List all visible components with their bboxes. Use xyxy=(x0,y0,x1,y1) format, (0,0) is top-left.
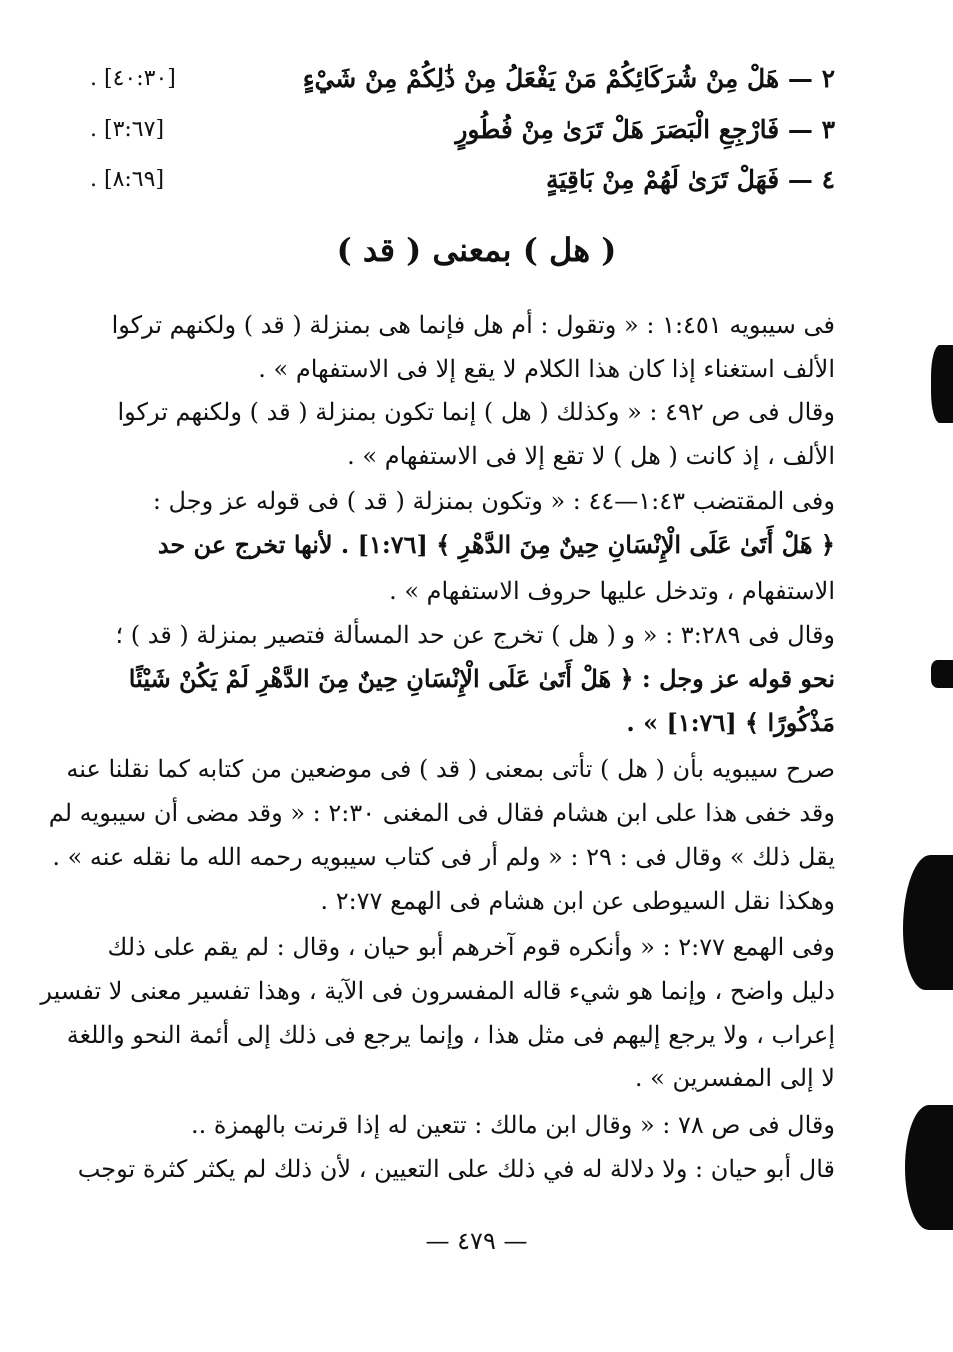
text-line: صرح سيبويه بأن ( هل ) تأتى بمعنى ( قد ) فى موضعين من كتابه كما نقلنا عنه xyxy=(66,755,835,783)
verse-text: ٤ — فَهَلْ تَرَىٰ لَهُمْ مِنْ بَاقِيَةٍ xyxy=(545,165,835,194)
text-line: مَذْكُورًا ﴾ [١:٧٦] » . xyxy=(626,708,835,737)
text-line: الألف ، إذ كانت ( هل ) لا تقع إلا فى الاستفهام » . xyxy=(347,442,835,470)
text-line: قال أبو حيان : ولا دلالة له في ذلك على التعيين ، لأن ذلك لم يكثر كثرة توجب xyxy=(77,1155,835,1183)
text-line: إعراب ، ولا يرجع إليهم فى مثل هذا ، وإنما يرجع فى ذلك إلى أئمة النحو واللغة xyxy=(66,1021,835,1049)
scan-edge-mark xyxy=(931,660,953,688)
scan-edge-mark xyxy=(905,1105,953,1230)
text-line: وقال فى ص ٧٨ : « وقال ابن مالك : تتعين له إذا قرنت بالهمزة .. xyxy=(190,1111,835,1139)
text-line: الألف استغناء إذا كان هذا الكلام لا يقع إلا فى الاستفهام » . xyxy=(258,355,835,383)
text-line: لا إلى المفسرين » . xyxy=(634,1064,835,1092)
text-line: وهكذا نقل السيوطى عن ابن هشام فى الهمع ٢:٧٧ . xyxy=(320,887,835,915)
text-line: وقال فى ص ٤٩٢ : « وكذلك ( هل ) إنما تكون بمنزلة ( قد ) ولكنهم تركوا xyxy=(117,398,835,426)
text-line: وقال فى ٣:٢٨٩ : « و ( هل ) تخرج عن حد المسألة فتصير بمنزلة ( قد ) ؛ xyxy=(115,621,835,649)
text-line: دليل واضح ، وإنما هو شيء قاله المفسرون فى الآية ، وهذا تفسير معنى لا تفسير xyxy=(40,977,835,1005)
section-heading: ( هل ) بمعنى ( قد ) xyxy=(336,231,617,269)
text-line: وفى المقتضب ١:٤٣—٤٤ : « وتكون بمنزلة ( قد ) فى قوله عز وجل : xyxy=(152,487,835,515)
verse-text: ٢ — هَلْ مِنْ شُرَكَائِكُمْ مَنْ يَفْعَلُ مِنْ ذَٰلِكُمْ مِنْ شَيْءٍ xyxy=(302,64,835,93)
verse-reference: . [٨:٦٩] xyxy=(90,167,165,192)
scan-edge-mark xyxy=(931,345,953,423)
text-line: الاستفهام ، وتدخل عليها حروف الاستفهام » . xyxy=(389,577,835,605)
text-line: يقل ذلك » وقال فى : ٢٩ : « ولم أر فى كتاب سيبويه رحمه الله ما نقله عنه » . xyxy=(52,843,835,871)
text-line: فى سيبويه ١:٤٥١ : « وتقول : أم هل فإنما هى بمنزلة ( قد ) ولكنهم تركوا xyxy=(111,311,835,339)
verse-reference: . [٤٠:٣٠] xyxy=(90,66,176,91)
text-line: وفى الهمع ٢:٧٧ : « وأنكره قوم آخرهم أبو حيان ، وقال : لم يقم على ذلك xyxy=(107,933,835,961)
text-line: وقد خفى هذا على ابن هشام فقال فى المغنى ٢:٣٠ : « وقد مضى أن سيبويه لم xyxy=(48,799,835,827)
text-line: نحو قوله عز وجل : ﴿ هَلْ أَتَىٰ عَلَى الْإِنْسَانِ حِينٌ مِنَ الدَّهْرِ لَمْ يَكُنْ شَيْئًا xyxy=(128,664,835,693)
text-line: ﴿ هَلْ أَتَىٰ عَلَى الْإِنْسَانِ حِينٌ مِنَ الدَّهْرِ ﴾ [١:٧٦] . لأنها تخرج عن حد xyxy=(157,530,835,559)
page-number: — ٤٧٩ — xyxy=(425,1227,528,1255)
verse-reference: . [٣:٦٧] xyxy=(90,117,165,142)
verse-text: ٣ — فَارْجِعِ الْبَصَرَ هَلْ تَرَىٰ مِنْ فُطُورٍ xyxy=(455,115,835,144)
scan-edge-mark xyxy=(903,855,953,990)
